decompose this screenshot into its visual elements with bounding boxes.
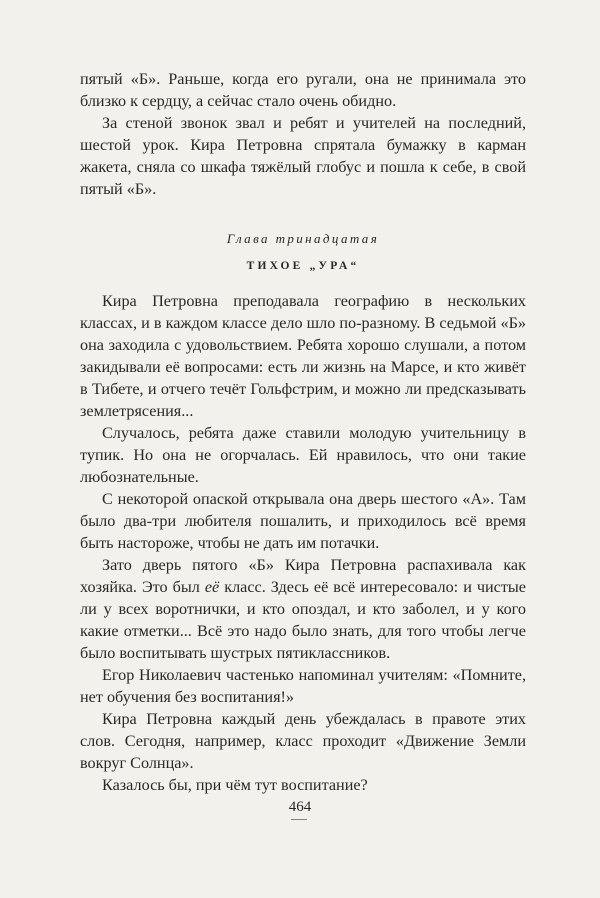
paragraph-fifth-b-emphasis: её — [204, 578, 220, 596]
paragraph-rightness: Кира Петровна каждый день убеждалась в правоте этих слов. Сегодня, например, класс проходит «Движение Земли вокруг Солнца». — [80, 710, 526, 772]
page-number-rule — [291, 819, 307, 820]
paragraph-question: Казалось бы, при чём тут воспитание? — [102, 776, 368, 794]
paragraph-continuation: пятый «Б». Раньше, когда его ругали, она не принимала это близко к сердцу, а сейчас стало очень обидно. — [80, 70, 526, 110]
paragraph-bell: За стеной звонок звал и ребят и учителей на последний, шестой урок. Кира Петровна спрятала бумажку в карман жакета, сняла со шкафа тяжёлый глобус и пошла к себе, в свой пятый «Б». — [80, 114, 526, 198]
paragraph-fifth-b-before: Зато дверь пятого «Б» Кира Петровна распахивала как хозяйка. Это был — [80, 556, 526, 596]
chapter-heading: Глава тринадцатая — [226, 231, 380, 246]
paragraph-fifth-b — [80, 554, 526, 664]
page-number: 464 — [288, 799, 312, 815]
paragraph-sixth-a: С некоторой опаской открывала она дверь шестого «А». Там было два-три любителя пошалить, и приходилось всё время быть настороже, чтобы не дать им потачки. — [80, 490, 526, 552]
paragraph-egor: Егор Николаевич частенько напоминал учителям: «Помните, нет обучения без воспитания!» — [80, 666, 526, 706]
paragraph-fifth-b-after: класс. Здесь её всё интересовало: и чистые ли у всех воротнички, и кто опоздал, и кто заболел, и у кого какие отметки... Всё это надо было знать, для того чтобы легче было воспитывать шустрых пятиклассников. — [80, 578, 526, 662]
chapter-title: ТИХОЕ „УРА“ — [246, 260, 360, 272]
paragraph-dead-end: Случалось, ребята даже ставили молодую учительницу в тупик. Но она не огорчалась. Ей нравилось, что они такие любознательные. — [80, 424, 526, 486]
page-text-block — [80, 68, 526, 796]
paragraph-geography: Кира Петровна преподавала географию в нескольких классах, и в каждом классе дело шло по-разному. В седьмой «Б» она заходила с удовольствием. Ребята хорошо слушали, а потом закидывали её вопросами: есть ли жизнь на Марсе, и кто живёт в Тибете, и отчего течёт Гольфстрим, и можно ли предсказывать землетрясения... — [80, 292, 526, 420]
chapter-gap — [80, 200, 526, 230]
